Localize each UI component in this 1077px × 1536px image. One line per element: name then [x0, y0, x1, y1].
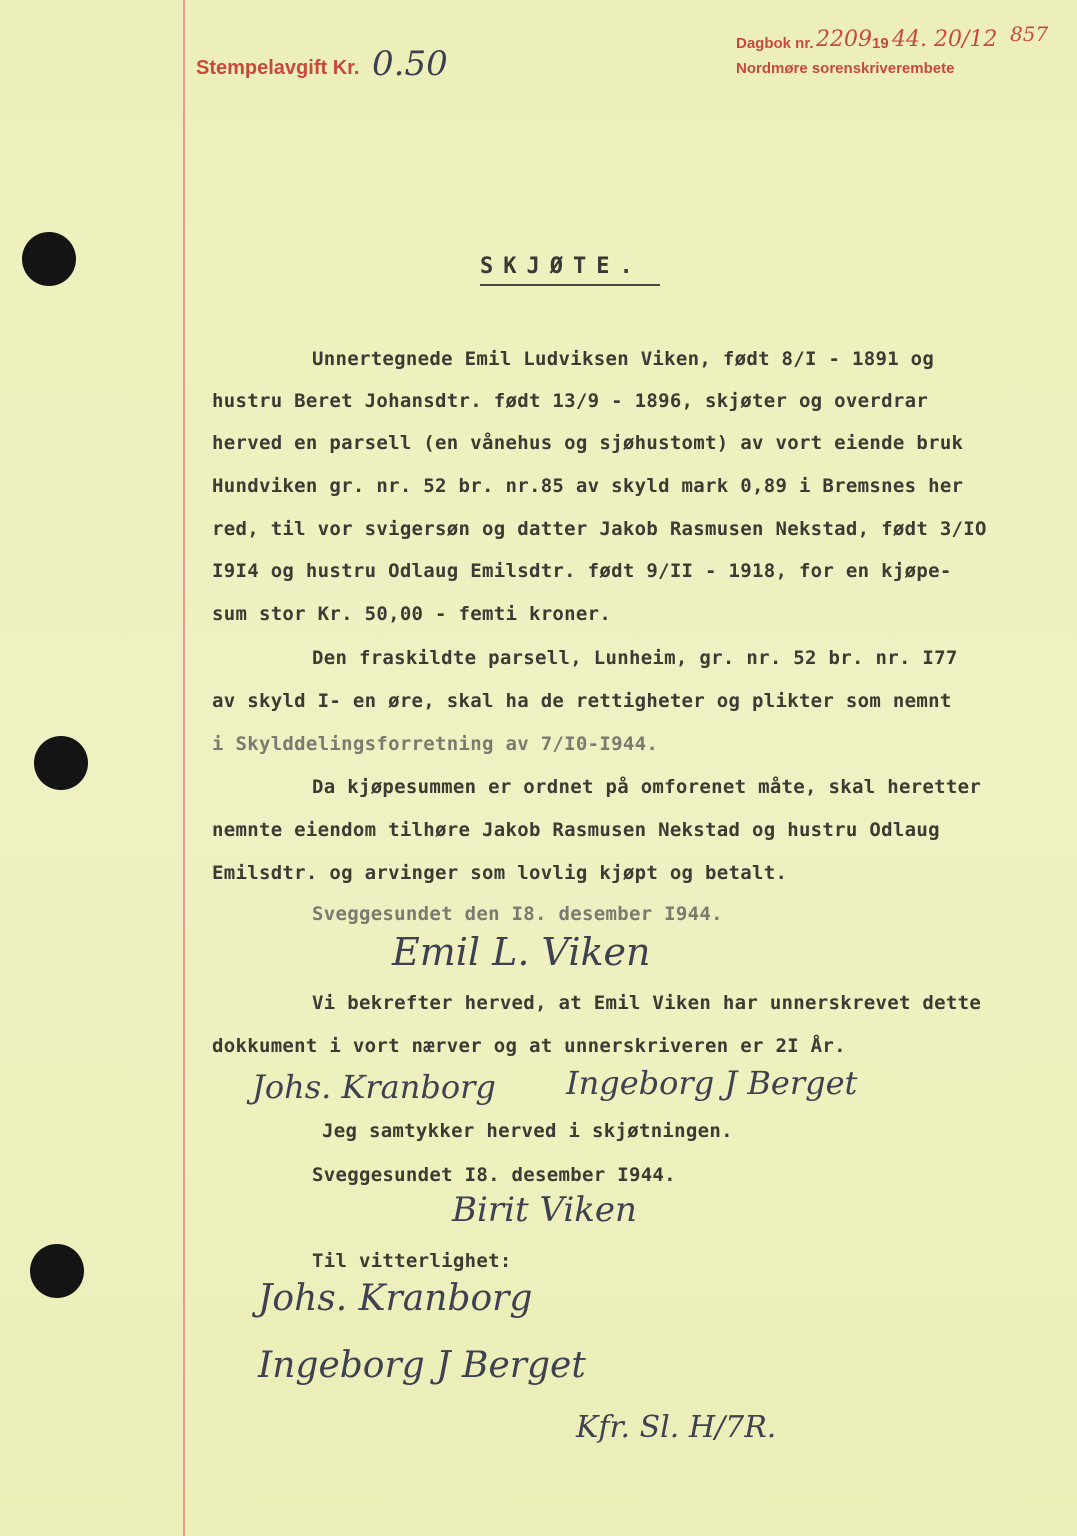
dagbok-label: Dagbok nr.	[736, 35, 814, 52]
signature-emil: Emil L. Viken	[392, 930, 651, 974]
title-underline	[480, 284, 660, 286]
body-line: Sveggesundet den I8. desember I944.	[312, 903, 723, 925]
margin-line	[183, 0, 185, 1536]
dagbok-number: 2209	[816, 27, 872, 52]
body-line: av skyld I- en øre, skal ha de rettigheter og plikter som nemnt	[212, 690, 952, 712]
body-line: i Skylddelingsforretning av 7/I0-I944.	[212, 733, 659, 755]
witness-line: dokkument i vort nærver og at unnerskriveren er 2I År.	[212, 1035, 846, 1057]
body-line: Da kjøpesummen er ordnet på omforenet måte, skal heretter	[312, 776, 982, 798]
consent-line: Sveggesundet I8. desember I944.	[312, 1164, 676, 1186]
body-line: Hundviken gr. nr. 52 br. nr.85 av skyld mark 0,89 i Bremsnes her	[212, 475, 964, 497]
signature-vitterlighet-2: Ingeborg J Berget	[258, 1345, 586, 1386]
signature-birit: Birit Viken	[452, 1190, 637, 1230]
body-line: I9I4 og hustru Odlaug Emilsdtr. født 9/II - 1918, for en kjøpe-	[212, 560, 952, 582]
punch-hole	[22, 232, 76, 286]
dagbok-date: 44. 20/12	[892, 27, 998, 52]
body-line: Den fraskildte parsell, Lunheim, gr. nr. 52 br. nr. I77	[312, 647, 958, 669]
punch-hole	[34, 736, 88, 790]
body-line: herved en parsell (en vånehus og sjøhustomt) av vort eiende bruk	[212, 432, 964, 454]
document-title: SKJØTE.	[480, 254, 643, 279]
witness-line: Vi bekrefter herved, at Emil Viken har unnerskrevet dette	[312, 992, 982, 1014]
stempelavgift-label: Stempelavgift Kr.	[196, 57, 360, 79]
signature-witness-2: Ingeborg J Berget	[566, 1064, 858, 1102]
body-line: red, til vor svigersøn og datter Jakob Rasmusen Nekstad, født 3/IO	[212, 518, 987, 540]
consent-line: Jeg samtykker herved i skjøtningen.	[322, 1120, 733, 1142]
body-line: Emilsdtr. og arvinger som lovlig kjøpt og betalt.	[212, 862, 788, 884]
body-line: sum stor Kr. 50,00 - femti kroner.	[212, 603, 612, 625]
signature-vitterlighet-1: Johs. Kranborg	[258, 1278, 533, 1319]
vitterlighet-label: Til vitterlighet:	[312, 1250, 512, 1272]
page-number: 857	[1010, 22, 1049, 46]
body-line: nemnte eiendom tilhøre Jakob Rasmusen Nekstad og hustru Odlaug	[212, 819, 940, 841]
body-line: Unnertegnede Emil Ludviksen Viken, født 8/I - 1891 og	[312, 348, 935, 370]
signature-witness-1: Johs. Kranborg	[252, 1068, 496, 1106]
body-line: hustru Beret Johansdtr. født 13/9 - 1896, skjøter og overdrar	[212, 390, 929, 412]
dagbok-year-prefix: 19	[872, 35, 889, 52]
office-stamp: Nordmøre sorenskriverembete	[736, 60, 955, 77]
handwritten-note: Kfr. Sl. H/7R.	[576, 1410, 777, 1445]
stempelavgift-amount: 0.50	[372, 44, 448, 84]
punch-hole	[30, 1244, 84, 1298]
